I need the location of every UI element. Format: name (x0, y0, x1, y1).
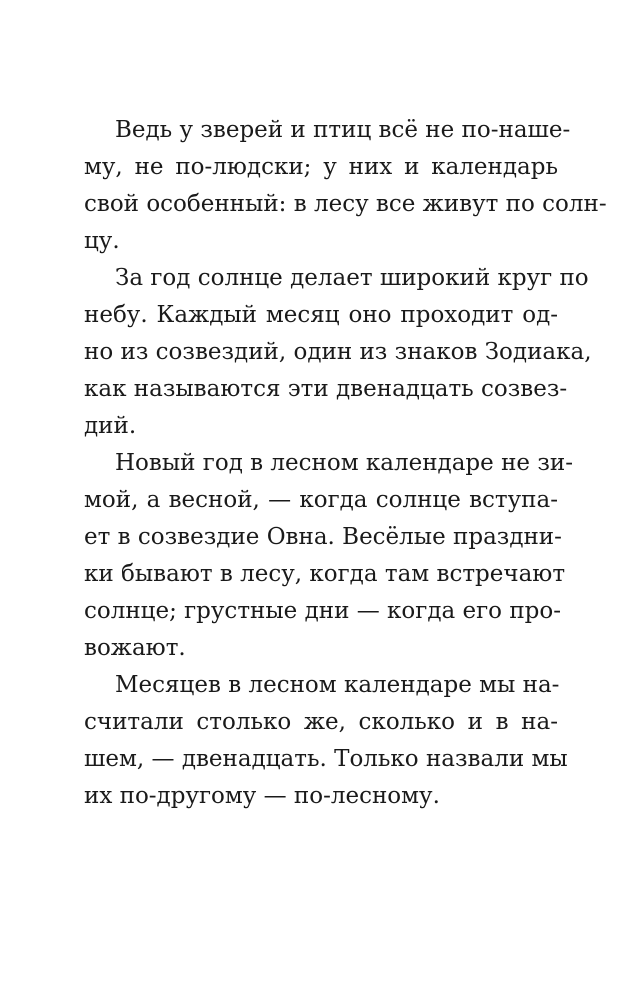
text-line: За год солнце делает широкий круг по (115, 265, 589, 291)
paragraph-3 (84, 445, 573, 667)
text-line: их по-другому — по-лесному. (84, 783, 440, 809)
text-line: шем, — двенадцать. Только назвали мы (84, 746, 568, 772)
body-text (84, 112, 607, 815)
text-line: дий. (84, 413, 137, 439)
text-line: му, не по-людски; у них и календарь (84, 154, 558, 180)
text-line: Ведь у зверей и птиц всё не по-наше- (115, 117, 571, 143)
paragraph-2 (84, 260, 592, 445)
text-line: ки бывают в лесу, когда там встречают (84, 561, 566, 587)
text-line: свой особенный: в лесу все живут по солн- (84, 191, 607, 217)
text-line: солнце; грустные дни — когда его про- (84, 598, 561, 624)
text-line: но из созвездий, один из знаков Зодиака, (84, 339, 592, 365)
text-line: вожают. (84, 635, 186, 661)
text-line: ет в созвездие Овна. Весёлые праздни- (84, 524, 562, 550)
text-line: Новый год в лесном календаре не зи- (115, 450, 573, 476)
paragraph-1 (84, 112, 607, 260)
text-line: цу. (84, 228, 120, 254)
text-line: считали столько же, сколько и в на- (84, 709, 558, 735)
text-line: небу. Каждый месяц оно проходит од- (84, 302, 558, 328)
text-line: мой, а весной, — когда солнце вступа- (84, 487, 558, 513)
text-line: Месяцев в лесном календаре мы на- (115, 672, 560, 698)
paragraph-4 (84, 667, 568, 815)
text-line: как называются эти двенадцать созвез- (84, 376, 568, 402)
